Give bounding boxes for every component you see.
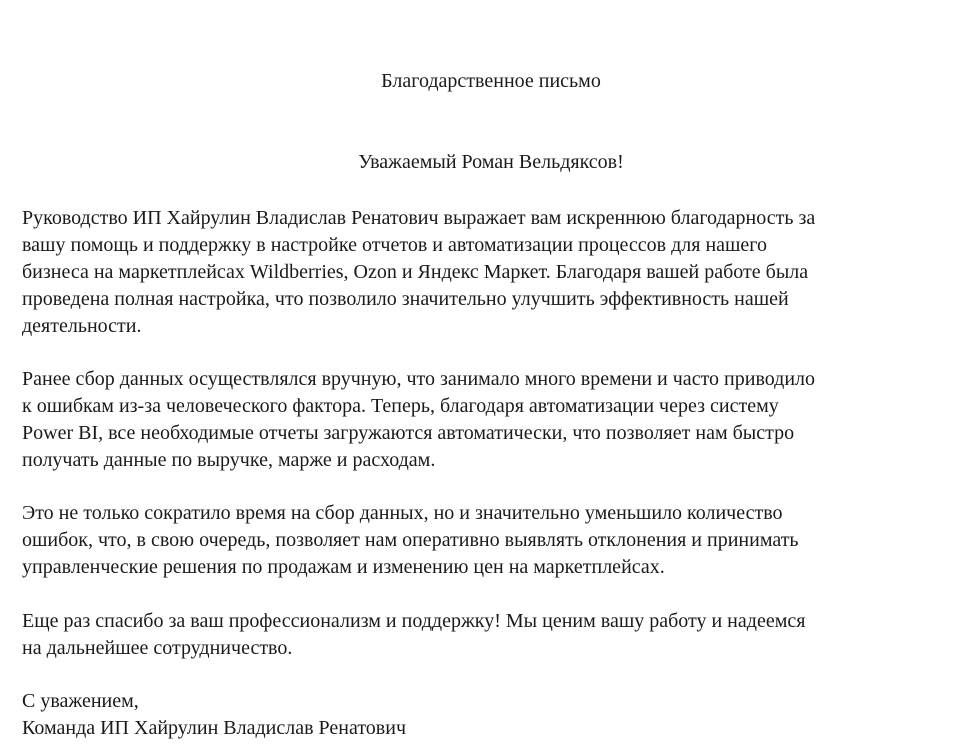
text-line: деятельности. [22, 315, 142, 337]
text-line: Еще раз спасибо за ваш профессионализм и поддержку! Мы ценим вашу работу и надеемся [22, 610, 806, 632]
paragraph-automation [22, 366, 960, 474]
paragraph-gratitude [22, 205, 960, 340]
paragraph-results [22, 500, 960, 581]
text-line: управленческие решения по продажам и изменению цен на маркетплейсах. [22, 556, 665, 578]
letter-title: Благодарственное письмо [381, 70, 601, 92]
signature-line: Команда ИП Хайрулин Владислав Ренатович [22, 717, 407, 739]
text-line: вашу помощь и поддержку в настройке отчетов и автоматизации процессов для нашего [22, 234, 768, 256]
closing-line: С уважением, [22, 690, 139, 712]
text-line: к ошибкам из-за человеческого фактора. Теперь, благодаря автоматизации через систему [22, 395, 779, 417]
text-line: ошибок, что, в свою очередь, позволяет нам оперативно выявлять отклонения и принимать [22, 529, 799, 551]
text-line: Руководство ИП Хайрулин Владислав Ренатович выражает вам искреннюю благодарность за [22, 207, 816, 229]
text-line: получать данные по выручке, марже и расходам. [22, 449, 436, 471]
salutation: Уважаемый Роман Вельдяксов! [358, 151, 624, 173]
text-line: Это не только сократило время на сбор данных, но и значительно уменьшило количество [22, 502, 783, 524]
text-line: бизнеса на маркетплейсах Wildberries, Ozon и Яндекс Маркет. Благодаря вашей работе была [22, 261, 809, 283]
text-line: на дальнейшее сотрудничество. [22, 637, 293, 659]
paragraph-thanks [22, 608, 960, 662]
closing-signature [22, 688, 960, 742]
text-line: проведена полная настройка, что позволило значительно улучшить эффективность нашей [22, 288, 789, 310]
text-line: Ранее сбор данных осуществлялся вручную, что занимало много времени и часто приводило [22, 368, 816, 390]
text-line: Power BI, все необходимые отчеты загружаются автоматически, что позволяет нам быстро [22, 422, 795, 444]
